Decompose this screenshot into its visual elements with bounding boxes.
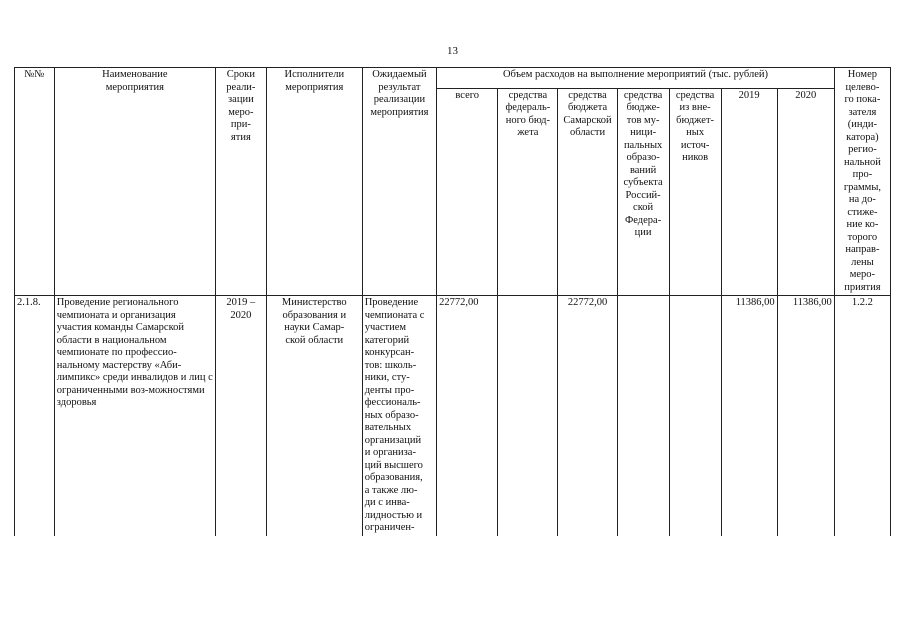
header-row-1 — [15, 68, 891, 89]
row-municipal — [617, 296, 669, 536]
header-regional: средства бюджета Самарской области — [558, 88, 617, 295]
row-executors: Министерство образования и науки Самар- ской области — [266, 296, 362, 536]
page-number: 13 — [447, 45, 458, 57]
header-volume-group: Объем расходов на выполнение мероприятий (тыс. рублей) — [437, 68, 835, 89]
header-total: всего — [437, 88, 498, 295]
row-terms: 2019 – 2020 — [215, 296, 266, 536]
table-row — [15, 296, 891, 536]
header-executors: Исполнители мероприятия — [266, 68, 362, 296]
header-terms: Сроки реали- зации меро- при- ятия — [215, 68, 266, 296]
row-total: 22772,00 — [437, 296, 498, 536]
row-regional: 22772,00 — [558, 296, 617, 536]
measures-table — [14, 67, 891, 536]
row-indicator: 1.2.2 — [834, 296, 890, 536]
header-offbudget: средства из вне- бюджет- ных источ- ников — [669, 88, 721, 295]
header-year-2020: 2020 — [777, 88, 834, 295]
row-year-2020: 11386,00 — [777, 296, 834, 536]
row-name: Проведение регионального чемпионата и организация участия команды Самарской области в национальном чемпионате по профессио-нальному мастерству «Аби-лимпикс» среди инвалидов и лиц с ограниченными воз-можностями здоровья — [54, 296, 215, 536]
header-indicator: Номер целево- го пока- зателя (инди- катора) регио- нальной про- граммы, на до- стиже- ние ко- торого направ- лены меро- приятия — [834, 68, 890, 296]
header-name: Наименование мероприятия — [54, 68, 215, 296]
row-year-2019: 11386,00 — [721, 296, 777, 536]
header-municipal: средства бюдже- тов му- ници- пальных образо- ваний субъекта Россий- ской Федера- ции — [617, 88, 669, 295]
row-federal — [498, 296, 558, 536]
row-num: 2.1.8. — [15, 296, 55, 536]
header-num: №№ — [15, 68, 55, 296]
header-expected: Ожидаемый результат реализации мероприятия — [362, 68, 436, 296]
row-offbudget — [669, 296, 721, 536]
header-federal: средства федераль- ного бюд- жета — [498, 88, 558, 295]
header-year-2019: 2019 — [721, 88, 777, 295]
row-expected: Проведение чемпионата с участием категорий конкурсан- тов: школь- ники, сту- денты про- фессиональ- ных образо- вательных организаций и организа- ций высшего образования, а также лю- ди с инва- лидностью и ограничен- — [362, 296, 436, 536]
